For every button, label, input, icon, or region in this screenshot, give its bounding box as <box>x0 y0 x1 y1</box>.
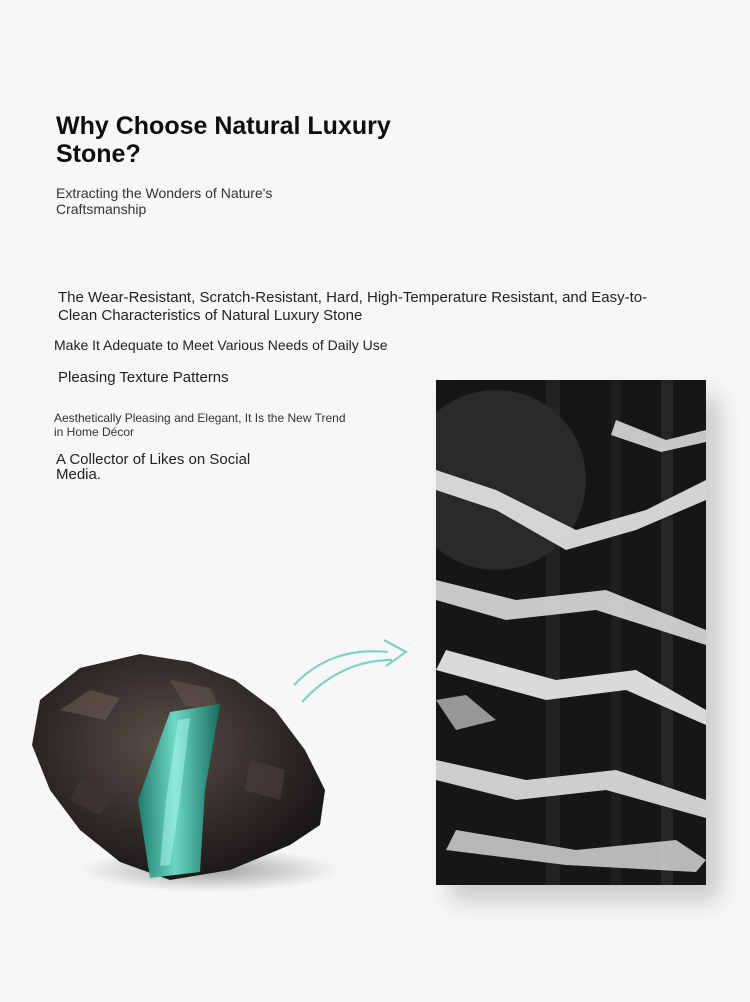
daily-use-text: Make It Adequate to Meet Various Needs of Daily Use <box>54 337 388 353</box>
marble-slab-image <box>436 380 706 885</box>
characteristics-text: The Wear-Resistant, Scratch-Resistant, Hard, High-Temperature Resistant, and Easy-to-Clean Characteristics of Natural Luxury Stone <box>58 289 648 324</box>
page-title: Why Choose Natural Luxury Stone? <box>56 112 391 168</box>
texture-title: Pleasing Texture Patterns <box>58 369 229 386</box>
social-media-text: A Collector of Likes on Social Media. <box>56 451 251 483</box>
texture-description: Aesthetically Pleasing and Elegant, It Is the New Trend in Home Décor <box>54 411 346 439</box>
curved-arrow-icon <box>288 630 412 710</box>
page-subtitle: Extracting the Wonders of Nature's Craftsmanship <box>56 185 273 217</box>
